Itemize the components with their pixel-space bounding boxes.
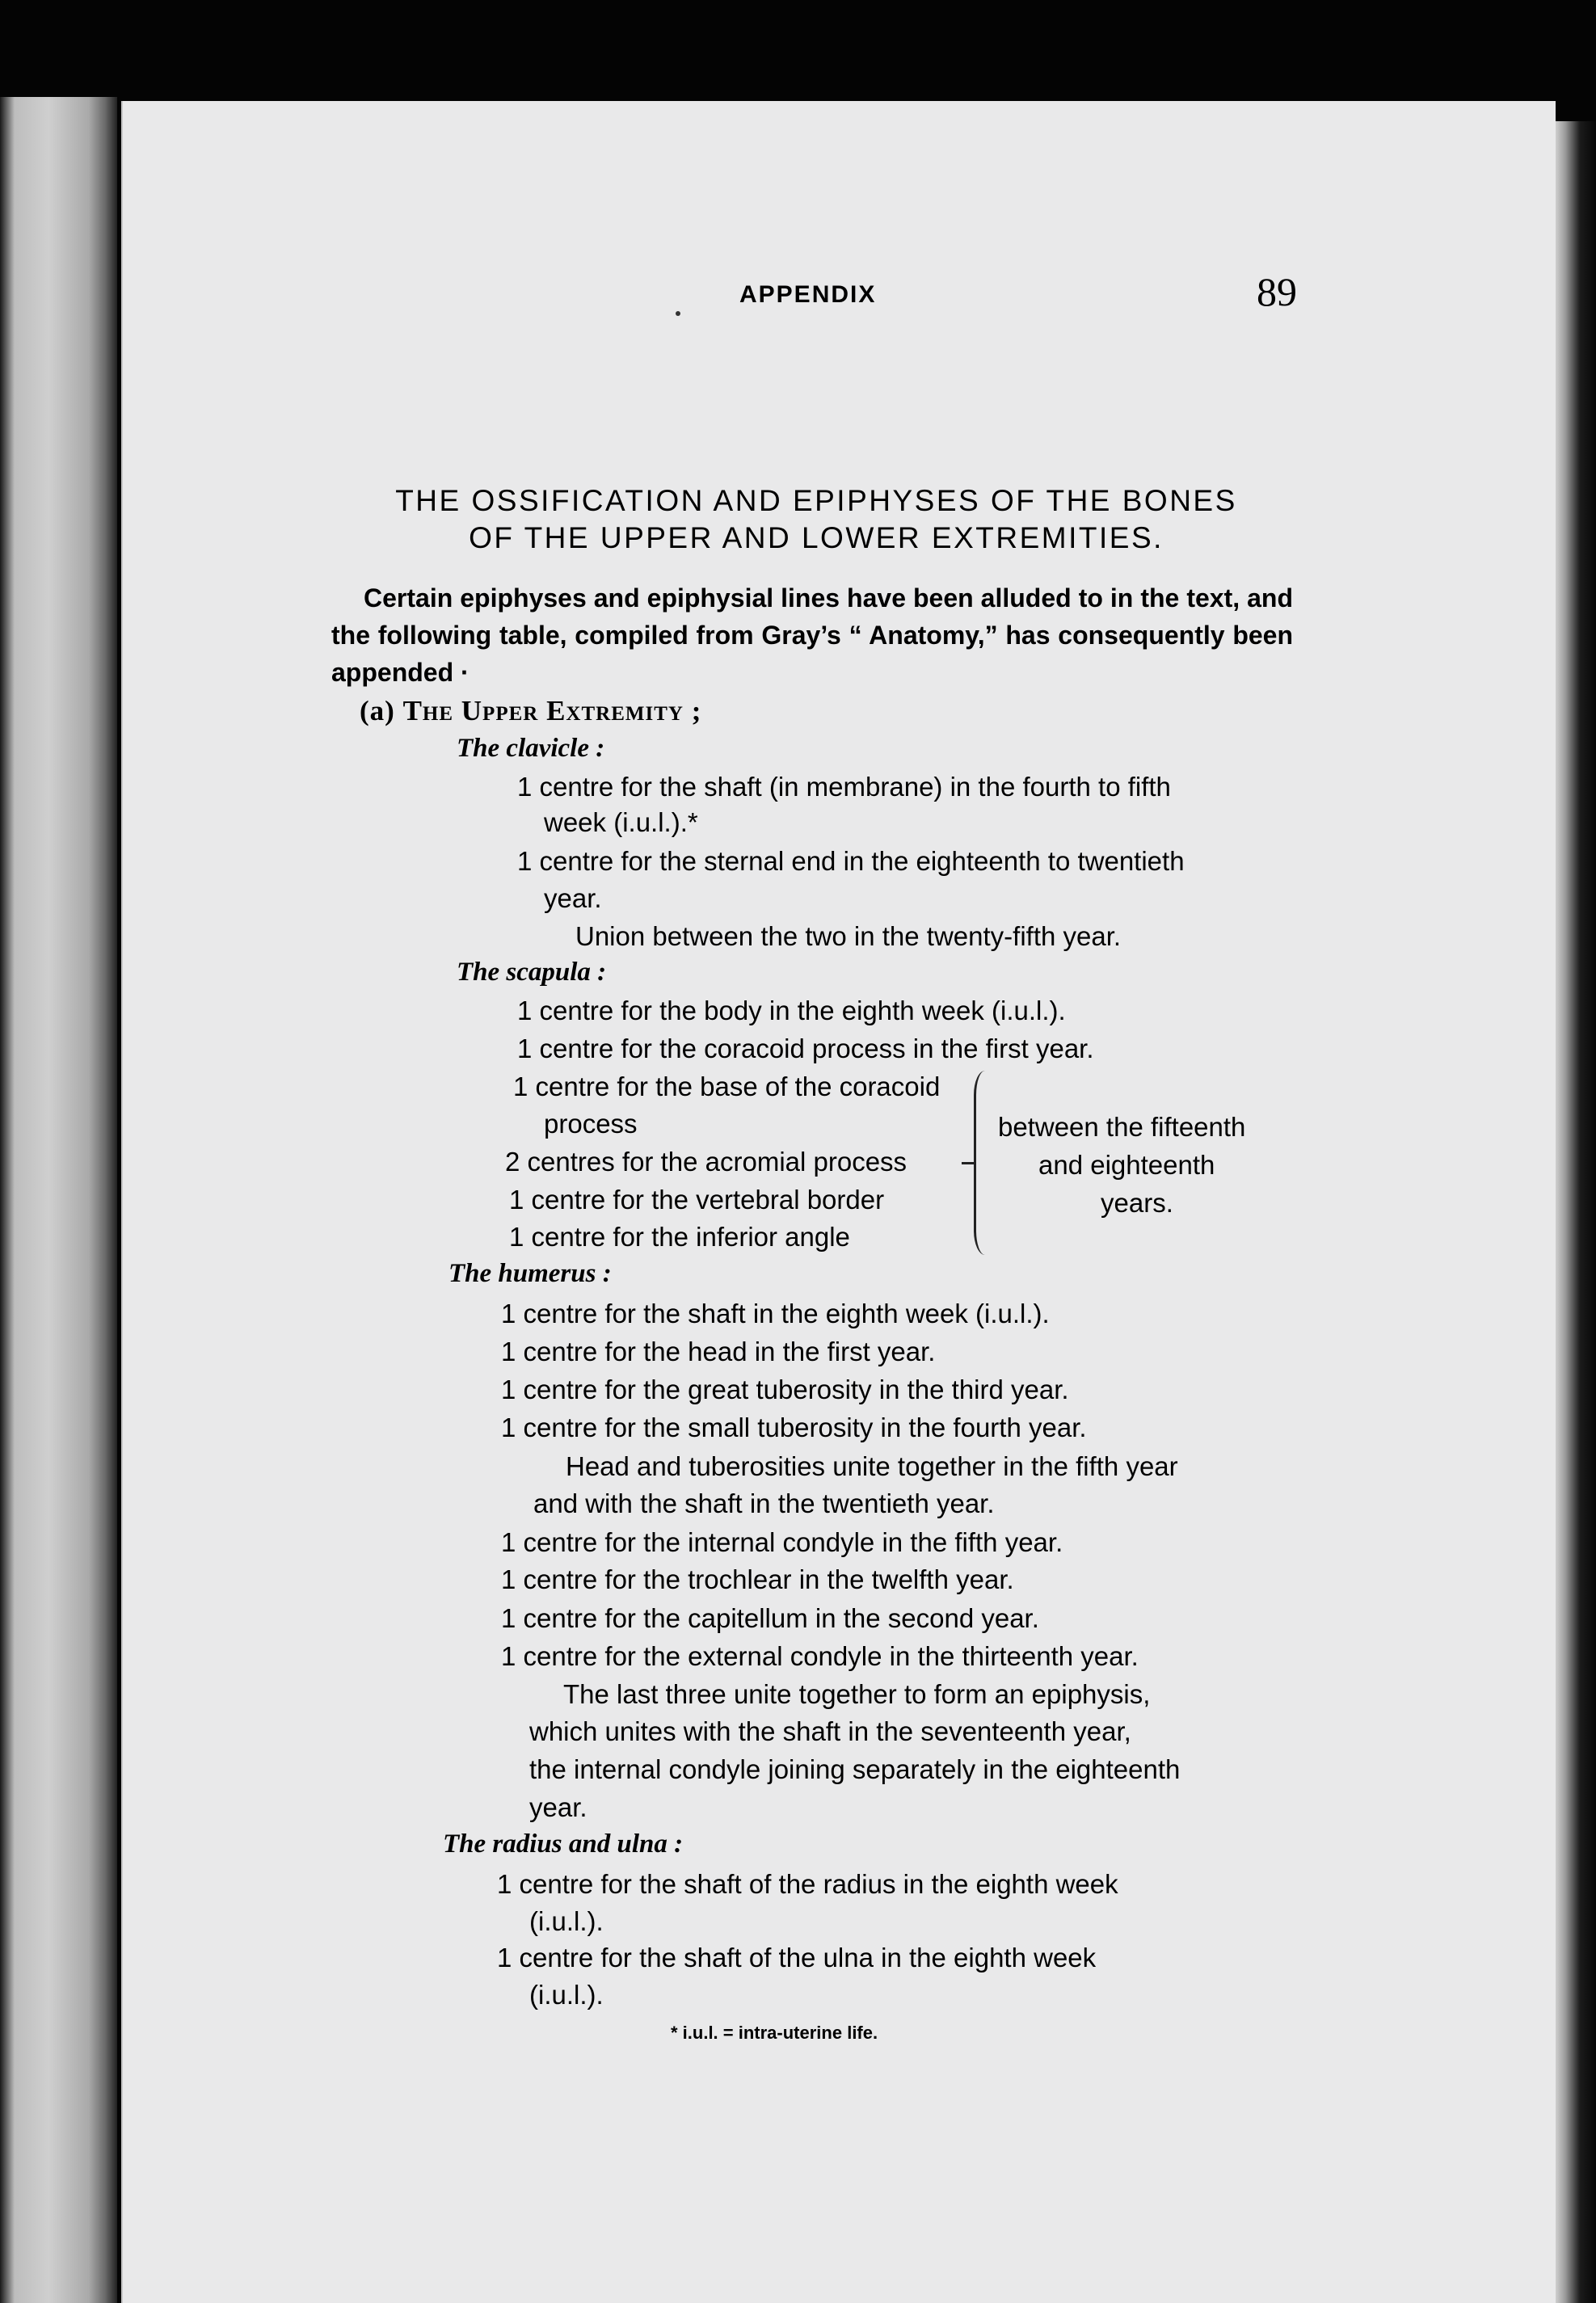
title-line-2: OF THE UPPER AND LOWER EXTREMITIES.	[469, 521, 1164, 554]
humerus-line: 1 centre for the external condyle in the thirteenth year.	[501, 1641, 1139, 1671]
clavicle-line: year.	[544, 883, 602, 913]
grouping-brace	[974, 1071, 987, 1255]
page-title	[323, 482, 1309, 557]
scapula-brace-note: between the fifteenth	[998, 1112, 1246, 1142]
title-line-1: THE OSSIFICATION AND EPIPHYSES OF THE BONES	[395, 484, 1237, 517]
ink-speck	[676, 311, 680, 316]
page-number: 89	[1257, 269, 1297, 314]
humerus-line: 1 centre for the small tuberosity in the fourth year.	[501, 1413, 1087, 1442]
humerus-line: the internal condyle joining separately in the eighteenth	[529, 1754, 1181, 1784]
humerus-line: The last three unite together to form an epiphysis,	[563, 1679, 1151, 1709]
humerus-line: 1 centre for the head in the first year.	[501, 1337, 936, 1366]
scapula-line: 1 centre for the inferior angle	[509, 1222, 850, 1252]
humerus-line: Head and tuberosities unite together in the fifth year	[566, 1451, 1178, 1481]
scapula-line: 1 centre for the base of the coracoid	[513, 1072, 941, 1101]
clavicle-line: Union between the two in the twenty-fifth year.	[575, 921, 1122, 951]
scapula-line: 2 centres for the acromial process	[505, 1147, 907, 1177]
humerus-line: year.	[529, 1792, 587, 1822]
humerus-line: 1 centre for the internal condyle in the fifth year.	[501, 1527, 1063, 1557]
scapula-heading: The scapula :	[457, 958, 607, 987]
radius-ulna-heading: The radius and ulna :	[443, 1829, 684, 1859]
humerus-line: 1 centre for the capitellum in the second year.	[501, 1603, 1039, 1633]
scapula-line: 1 centre for the body in the eighth week (i.u.l.).	[517, 996, 1066, 1025]
clavicle-line: week (i.u.l.).*	[544, 807, 698, 837]
scapula-brace-note: years.	[1101, 1188, 1173, 1218]
section-heading	[360, 693, 701, 730]
radius-ulna-line: 1 centre for the shaft of the ulna in the eighth week	[497, 1943, 1097, 1972]
scapula-brace-note: and eighteenth	[1038, 1150, 1215, 1180]
clavicle-line: 1 centre for the sternal end in the eighteenth to twentieth	[517, 846, 1185, 876]
running-head: APPENDIX	[739, 281, 877, 308]
clavicle-heading: The clavicle :	[457, 734, 605, 763]
humerus-line: 1 centre for the great tuberosity in the third year.	[501, 1375, 1069, 1404]
adjacent-page-edge	[0, 97, 117, 2303]
page-edge-shadow	[1556, 121, 1596, 2303]
scapula-line: 1 centre for the vertebral border	[509, 1185, 885, 1215]
humerus-line: 1 centre for the trochlear in the twelfth year.	[501, 1564, 1014, 1594]
scapula-line: process	[544, 1109, 638, 1139]
humerus-heading: The humerus :	[448, 1259, 612, 1288]
clavicle-line: 1 centre for the shaft (in membrane) in the fourth to fifth	[517, 772, 1171, 802]
humerus-line: and with the shaft in the twentieth year.	[533, 1488, 995, 1518]
section-marker: (a)	[360, 695, 395, 726]
intro-paragraph: Certain epiphyses and epiphysial lines have been alluded to in the text, and the following table, compiled from Gray’s “ Anatomy,” has consequently been appended ·	[331, 583, 1293, 687]
grouping-brace-tip	[962, 1162, 975, 1164]
humerus-line: 1 centre for the shaft in the eighth week (i.u.l.).	[501, 1299, 1050, 1328]
radius-ulna-line: (i.u.l.).	[529, 1980, 604, 2010]
humerus-line: which unites with the shaft in the seventeenth year,	[529, 1716, 1131, 1746]
scapula-line: 1 centre for the coracoid process in the first year.	[517, 1034, 1094, 1063]
footnote: * i.u.l. = intra-uterine life.	[671, 2023, 878, 2043]
radius-ulna-line: (i.u.l.).	[529, 1906, 604, 1936]
radius-ulna-line: 1 centre for the shaft of the radius in the eighth week	[497, 1869, 1118, 1899]
section-punct: ;	[683, 695, 702, 726]
section-title: The Upper Extremity	[402, 695, 684, 726]
